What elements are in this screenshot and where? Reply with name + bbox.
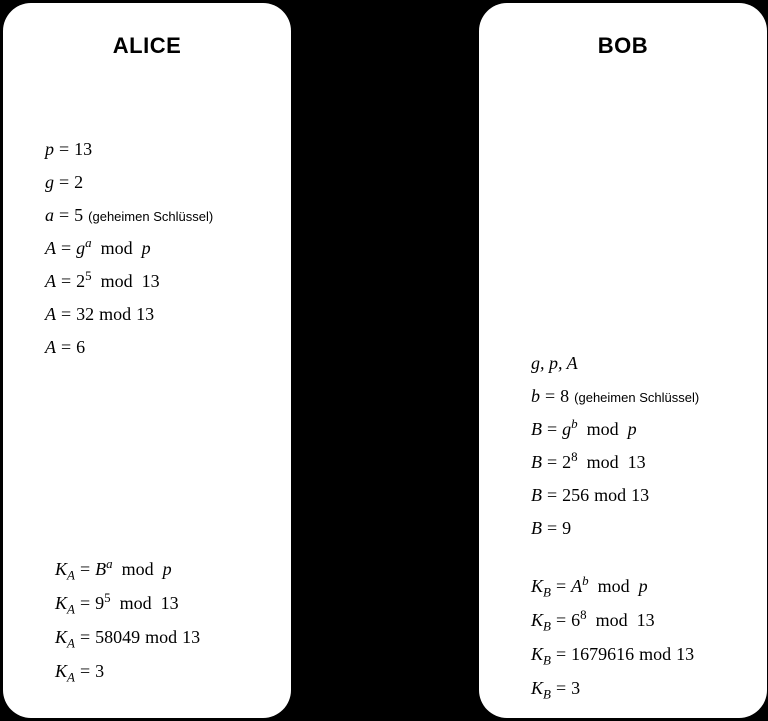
alice-title: ALICE (112, 33, 182, 58)
alice-p-value: 13 (74, 139, 93, 159)
bob-KB3-symbol: $K_B$ (531, 644, 551, 668)
alice-A4-equals: = (61, 337, 72, 357)
bob-B-base: g (562, 419, 572, 439)
bob-line-b (479, 387, 767, 405)
alice-KA2-symbol: $K_A$ (55, 593, 75, 617)
alice-A3-symbol: A (45, 304, 56, 324)
bob-B2-equals: = (547, 452, 558, 472)
bob-B-symbol: B (531, 419, 542, 439)
bob-B4-result: 9 (562, 518, 572, 538)
bob-line-KB-power (479, 644, 767, 668)
bob-KB2-base: 6 (571, 610, 581, 630)
alice-KA2-modulus: 13 (160, 593, 179, 613)
alice-KA3-symbol: $K_A$ (55, 627, 75, 651)
alice-KA2-exp: 5 (104, 590, 111, 605)
bob-line-received (479, 354, 767, 372)
alice-KA2-base: 9 (95, 593, 105, 613)
alice-A-modulus: p (141, 238, 151, 258)
bob-title: BOB (597, 33, 649, 58)
bob-KB2-modulus: 13 (636, 610, 655, 630)
alice-A-symbol: A (45, 238, 56, 258)
alice-KA-mod-label: mod (121, 559, 154, 579)
bob-line-B-power (479, 486, 767, 504)
alice-parameters-block (3, 140, 291, 371)
alice-A-exp: a (85, 235, 92, 250)
alice-KA3-equals: = (79, 627, 91, 647)
alice-KA3-modulus: 13 (182, 627, 201, 647)
alice-a-value: 5 (74, 205, 84, 225)
alice-A-base: g (76, 238, 86, 258)
bob-B4-equals: = (547, 518, 558, 538)
alice-line-KA-formula (3, 556, 291, 583)
bob-B3-equals: = (547, 485, 558, 505)
bob-b-equals: = (545, 386, 556, 406)
bob-B2-mod-label: mod (586, 452, 619, 472)
alice-KA-base: B (95, 559, 107, 579)
bob-B3-mod-label: mod (594, 485, 627, 505)
bob-B-modulus: p (627, 419, 637, 439)
bob-KB-mod-label: mod (597, 576, 630, 596)
alice-g-value: 2 (74, 172, 84, 192)
alice-line-a (3, 206, 291, 224)
alice-A2-mod-label: mod (100, 271, 133, 291)
alice-A-mod-label: mod (100, 238, 133, 258)
bob-line-KB-formula (479, 573, 767, 600)
bob-b-value: 8 (560, 386, 570, 406)
alice-KA-exp: a (106, 556, 113, 571)
alice-p-symbol: p (45, 139, 54, 159)
bob-KB2-mod-label: mod (595, 610, 628, 630)
bob-KB-exp: b (582, 573, 589, 588)
bob-B3-symbol: B (531, 485, 542, 505)
bob-b-symbol: b (531, 386, 540, 406)
bob-B-equals: = (547, 419, 558, 439)
alice-A4-symbol: A (45, 337, 56, 357)
alice-line-g (3, 173, 291, 191)
alice-line-A-formula (3, 235, 291, 258)
alice-KA2-mod-label: mod (119, 593, 152, 613)
alice-KA2-equals: = (79, 593, 91, 613)
bob-B2-symbol: B (531, 452, 542, 472)
bob-B3-modulus: 13 (631, 485, 650, 505)
alice-line-A-power (3, 305, 291, 323)
bob-KB-modulus: p (638, 576, 648, 596)
alice-A4-result: 6 (76, 337, 86, 357)
bob-received-values: g, p, A (531, 353, 578, 373)
alice-A3-power: 32 (76, 304, 95, 324)
bob-KB4-result: 3 (571, 678, 581, 698)
alice-g-equals: = (59, 172, 70, 192)
alice-a-note: (geheimen Schlüssel) (88, 209, 214, 224)
bob-line-B-numeric (479, 449, 767, 472)
alice-line-KA-result (3, 661, 291, 685)
bob-B-exp: b (571, 416, 578, 431)
alice-line-p (3, 140, 291, 158)
bob-line-KB-numeric (479, 607, 767, 634)
alice-line-A-numeric (3, 268, 291, 291)
bob-KB4-equals: = (555, 678, 567, 698)
bob-b-note: (geheimen Schlüssel) (574, 390, 700, 405)
alice-KA-modulus: p (162, 559, 172, 579)
bob-line-B-formula (479, 416, 767, 439)
bob-B-mod-label: mod (586, 419, 619, 439)
alice-A2-exp: 5 (85, 268, 92, 283)
bob-KB4-symbol: $K_B$ (531, 678, 551, 702)
alice-panel (3, 3, 291, 718)
alice-shared-key-block (3, 556, 291, 696)
bob-KB2-equals: = (555, 610, 567, 630)
alice-a-equals: = (59, 205, 70, 225)
bob-B2-modulus: 13 (627, 452, 646, 472)
alice-A2-symbol: A (45, 271, 56, 291)
bob-KB2-exp: 8 (580, 607, 587, 622)
alice-KA3-mod-label: mod (145, 627, 178, 647)
bob-KB3-power: 1679616 (571, 644, 635, 664)
alice-line-KA-power (3, 627, 291, 651)
alice-p-equals: = (59, 139, 70, 159)
alice-A2-base: 2 (76, 271, 86, 291)
alice-A-equals: = (61, 238, 72, 258)
alice-KA3-power: 58049 (95, 627, 141, 647)
alice-KA-symbol: $K_A$ (55, 559, 75, 583)
alice-a-symbol: a (45, 205, 54, 225)
bob-B2-base: 2 (562, 452, 572, 472)
bob-panel (479, 3, 767, 718)
bob-line-B-result (479, 519, 767, 537)
alice-KA4-equals: = (79, 661, 91, 681)
bob-KB3-modulus: 13 (676, 644, 695, 664)
bob-KB-base: A (571, 576, 583, 596)
bob-KB3-mod-label: mod (639, 644, 672, 664)
alice-KA4-symbol: $K_A$ (55, 661, 75, 685)
bob-parameters-block (479, 354, 767, 552)
alice-KA-equals: = (79, 559, 91, 579)
alice-A3-equals: = (61, 304, 72, 324)
alice-line-A-result (3, 338, 291, 356)
alice-A3-modulus: 13 (136, 304, 155, 324)
bob-KB-equals: = (555, 576, 567, 596)
alice-line-KA-numeric (3, 590, 291, 617)
bob-B4-symbol: B (531, 518, 542, 538)
bob-KB-symbol: $K_B$ (531, 576, 551, 600)
alice-A3-mod-label: mod (99, 304, 132, 324)
alice-A2-modulus: 13 (141, 271, 160, 291)
bob-KB2-symbol: $K_B$ (531, 610, 551, 634)
bob-shared-key-block (479, 573, 767, 713)
bob-B2-exp: 8 (571, 449, 578, 464)
bob-KB3-equals: = (555, 644, 567, 664)
bob-B3-power: 256 (562, 485, 590, 505)
alice-g-symbol: g (45, 172, 54, 192)
bob-line-KB-result (479, 678, 767, 702)
alice-A2-equals: = (61, 271, 72, 291)
alice-KA4-result: 3 (95, 661, 105, 681)
